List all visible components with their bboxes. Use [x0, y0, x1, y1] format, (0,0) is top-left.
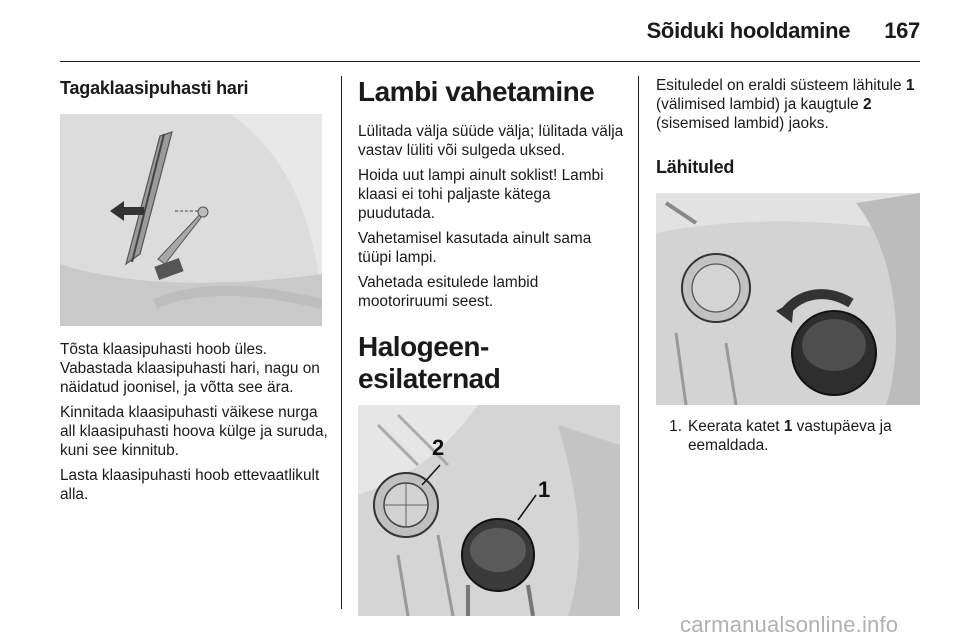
wiper-paragraph-2: Kinnitada klaasipuhasti väikese nurga all klaasipuhasti hoova külge ja suruda, kuni see kinnitub.	[60, 404, 328, 459]
step-item	[656, 417, 922, 455]
headlamp-illustration	[358, 405, 620, 616]
section-title: Sõiduki hooldamine	[646, 18, 851, 43]
bulb-heading: Lambi vahetamine	[358, 76, 595, 107]
column-divider	[638, 76, 639, 609]
page-number: 167	[884, 18, 920, 43]
intro-paragraph: Esituledel on eraldi süsteem lähitule 1 (välimised lambid) ja kaugtule 2 (sisemised lambid) jaoks.	[656, 77, 915, 132]
low-beam-heading: Lähituled	[656, 157, 735, 177]
bulb-paragraph-1: Lülitada välja süüde välja; lülitada välja vastav lüliti või sulgeda uksed.	[358, 123, 624, 159]
column-low-beam	[656, 76, 922, 455]
callout-2: 2	[432, 435, 445, 460]
page-header	[647, 18, 920, 44]
bulb-paragraph-4: Vahetada esitulede lambid mootoriruumi seest.	[358, 274, 539, 310]
wiper-heading: Tagaklaasipuhasti hari	[60, 78, 249, 98]
watermark: carmanualsonline.info	[680, 612, 899, 637]
step-number: 1.	[669, 418, 682, 435]
wiper-illustration	[60, 114, 322, 326]
wiper-paragraph-1: Tõsta klaasipuhasti hoob üles. Vabastada klaasipuhasti hari, nagu on näidatud joonisel, ja võtta see ära.	[60, 341, 320, 396]
column-bulb-replacement	[358, 76, 626, 616]
bulb-paragraph-3: Vahetamisel kasutada ainult sama tüüpi lampi.	[358, 230, 592, 266]
wiper-paragraph-3: Lasta klaasipuhasti hoob ettevaatlikult alla.	[60, 467, 320, 503]
bulb-paragraph-2: Hoida uut lampi ainult soklist! Lambi klaasi ei tohi paljaste kätega puudutada.	[358, 167, 604, 222]
column-wiper	[60, 76, 330, 510]
header-divider	[60, 61, 920, 62]
low-beam-illustration	[656, 193, 920, 405]
step-text: Keerata katet 1 vastupäeva ja eemaldada.	[688, 418, 892, 454]
halogen-heading: Halogeen-esilaternad	[358, 331, 501, 394]
column-divider	[341, 76, 342, 609]
callout-1: 1	[538, 477, 551, 502]
